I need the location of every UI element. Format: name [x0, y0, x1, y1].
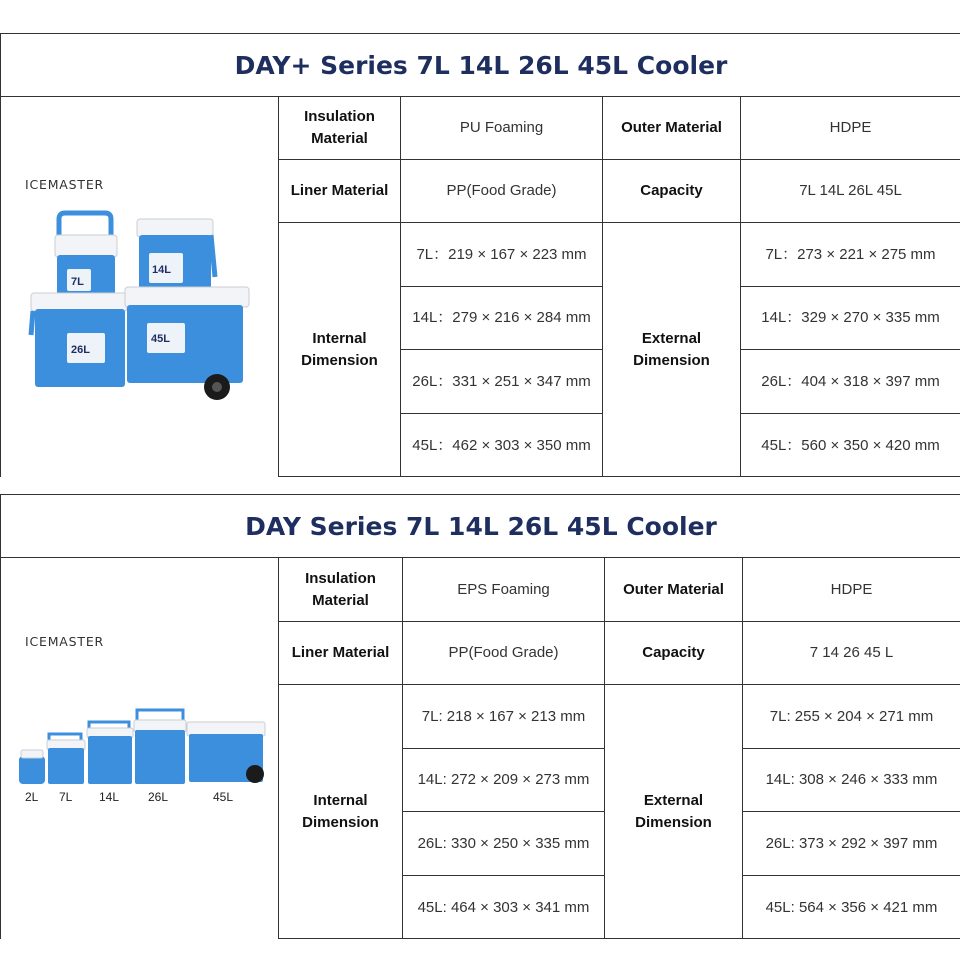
internal-dim-14l: 14L：279 × 216 × 284 mm: [401, 287, 603, 350]
cooler-caption-45l: 45L: [213, 790, 234, 804]
cooler-label-14l: 14L: [152, 264, 171, 276]
spec-grid: [279, 97, 960, 477]
capacity-label: Capacity: [605, 622, 743, 685]
external-dim-45l: 45L：560 × 350 × 420 mm: [741, 414, 960, 477]
internal-dimension-label: Internal Dimension: [279, 685, 403, 939]
external-dim-26l: 26L：404 × 318 × 397 mm: [741, 350, 960, 414]
brand-logo: ICEMASTER: [25, 634, 105, 649]
spec-grid: [279, 558, 960, 939]
outer-material-label: Outer Material: [605, 558, 743, 622]
spec-section-day-plus: [0, 33, 960, 477]
spec-section-day: [0, 494, 960, 939]
internal-dim-45l: 45L: 464 × 303 × 341 mm: [403, 876, 605, 939]
internal-dim-26l: 26L：331 × 251 × 347 mm: [401, 350, 603, 414]
liner-value: PP(Food Grade): [401, 160, 603, 223]
cooler-group-illustration: [1, 97, 279, 477]
cooler-caption-26l: 26L: [148, 790, 169, 804]
external-dim-7l: 7L: 255 × 204 × 271 mm: [743, 685, 960, 749]
external-dim-26l: 26L: 373 × 292 × 397 mm: [743, 812, 960, 876]
insulation-label: Insulation Material: [279, 558, 403, 622]
internal-dim-26l: 26L: 330 × 250 × 335 mm: [403, 812, 605, 876]
internal-dim-14l: 14L: 272 × 209 × 273 mm: [403, 749, 605, 812]
cooler-caption-14l: 14L: [99, 790, 120, 804]
external-dimension-label: External Dimension: [605, 685, 743, 939]
external-dim-14l: 14L：329 × 270 × 335 mm: [741, 287, 960, 350]
insulation-value: PU Foaming: [401, 97, 603, 160]
section-title: DAY Series 7L 14L 26L 45L Cooler: [1, 495, 960, 558]
insulation-value: EPS Foaming: [403, 558, 605, 622]
internal-dim-7l: 7L: 218 × 167 × 213 mm: [403, 685, 605, 749]
brand-logo: ICEMASTER: [25, 177, 105, 192]
cooler-caption-7l: 7L: [59, 790, 73, 804]
outer-material-value: HDPE: [741, 97, 960, 160]
cooler-label-7l: 7L: [71, 276, 84, 288]
liner-label: Liner Material: [279, 160, 401, 223]
product-photo: [1, 97, 279, 477]
insulation-label: Insulation Material: [279, 97, 401, 160]
external-dim-14l: 14L: 308 × 246 × 333 mm: [743, 749, 960, 812]
outer-material-value: HDPE: [743, 558, 960, 622]
capacity-value: 7 14 26 45 L: [743, 622, 960, 685]
internal-dimension-label: Internal Dimension: [279, 223, 401, 477]
cooler-caption-2l: 2L: [25, 790, 39, 804]
liner-label: Liner Material: [279, 622, 403, 685]
internal-dim-45l: 45L：462 × 303 × 350 mm: [401, 414, 603, 477]
outer-material-label: Outer Material: [603, 97, 741, 160]
cooler-label-45l: 45L: [151, 333, 170, 345]
product-photo: [1, 558, 279, 939]
section-title: DAY+ Series 7L 14L 26L 45L Cooler: [1, 34, 960, 97]
external-dimension-label: External Dimension: [603, 223, 741, 477]
cooler-label-26l: 26L: [71, 344, 90, 356]
capacity-value: 7L 14L 26L 45L: [741, 160, 960, 223]
external-dim-45l: 45L: 564 × 356 × 421 mm: [743, 876, 960, 939]
cooler-lineup-illustration: [1, 558, 279, 939]
capacity-label: Capacity: [603, 160, 741, 223]
liner-value: PP(Food Grade): [403, 622, 605, 685]
internal-dim-7l: 7L：219 × 167 × 223 mm: [401, 223, 603, 287]
external-dim-7l: 7L：273 × 221 × 275 mm: [741, 223, 960, 287]
